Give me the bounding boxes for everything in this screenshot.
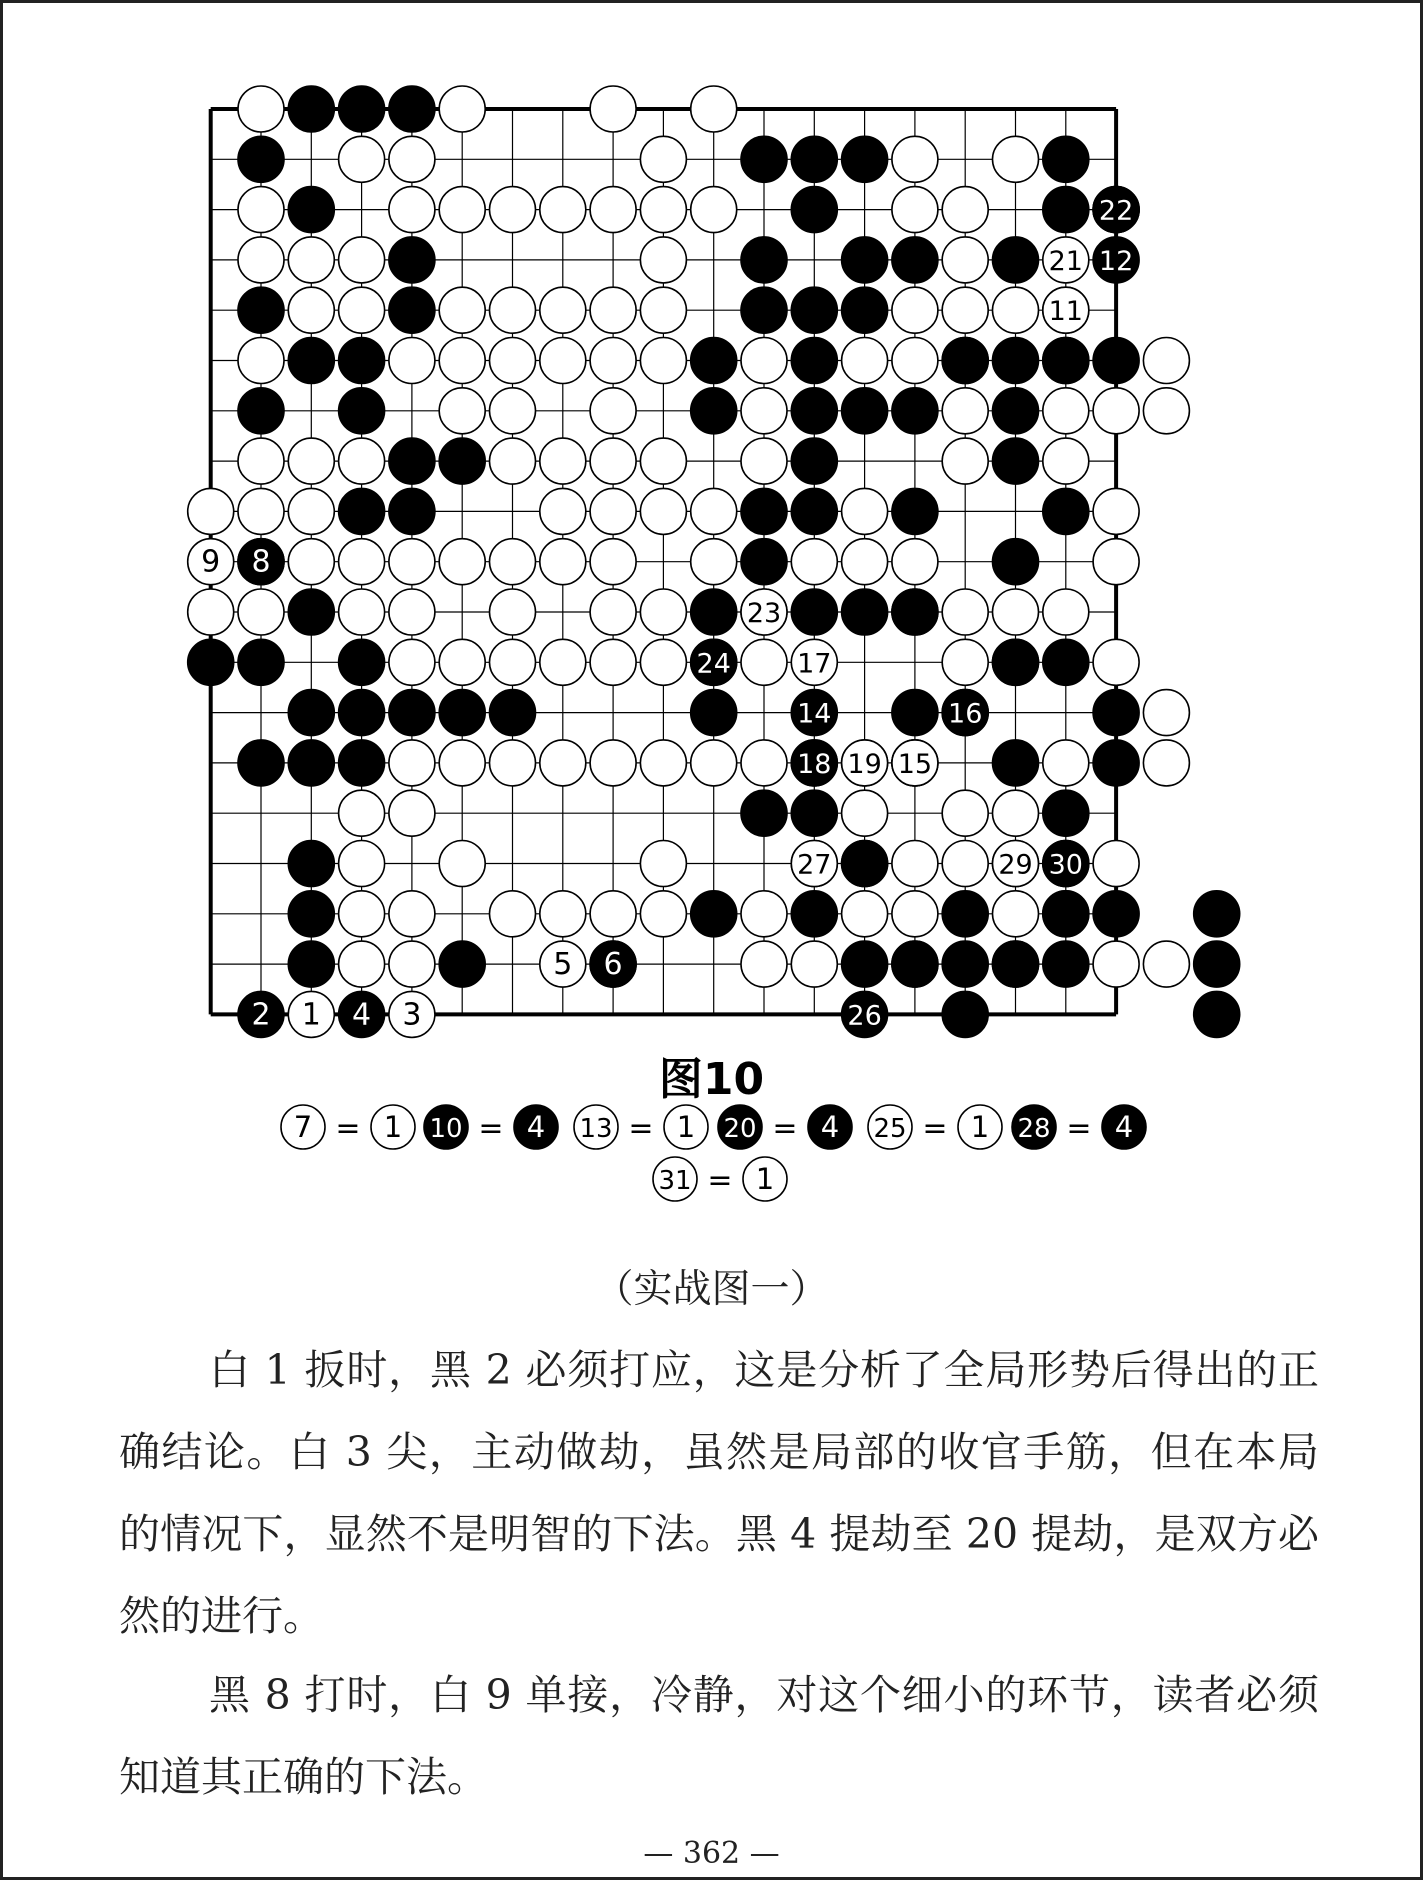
white-stone (942, 287, 988, 333)
white-stone (590, 86, 636, 132)
white-stone (791, 539, 837, 585)
black-stone (288, 187, 334, 233)
ko-note-number: 1 (383, 1110, 403, 1144)
white-stone (892, 841, 938, 887)
white-stone (490, 388, 536, 434)
black-stone (1093, 338, 1139, 384)
white-stone (238, 86, 284, 132)
black-stone (741, 136, 787, 182)
black-stone (389, 488, 435, 534)
white-stone (439, 639, 485, 685)
white-stone (993, 790, 1039, 836)
black-stone (942, 891, 988, 937)
black-stone (892, 690, 938, 736)
white-stone (590, 438, 636, 484)
black-stone (741, 790, 787, 836)
black-stone (339, 388, 385, 434)
white-stone (640, 136, 686, 182)
white-stone (540, 287, 586, 333)
white-stone (741, 338, 787, 384)
white-stone (590, 187, 636, 233)
move-number-30: 30 (1048, 849, 1083, 881)
white-stone (640, 488, 686, 534)
white-stone (640, 841, 686, 887)
black-stone (389, 690, 435, 736)
black-stone (490, 690, 536, 736)
white-stone (288, 287, 334, 333)
ko-note-number: 1 (755, 1162, 775, 1196)
move-number-5: 5 (553, 947, 573, 983)
ko-note-number: 31 (658, 1166, 692, 1196)
white-stone (640, 891, 686, 937)
black-stone (339, 740, 385, 786)
paragraph-1: 白 1 扳时，黑 2 必须打应，这是分析了全局形势后得出的正确结论。白 3 尖，主动做劫，虽然是局部的收官手筋，但在本局的情况下，显然不是明智的下法。黑 4 提劫至 20 提劫，是双方必然的进行。 (119, 1346, 1319, 1640)
white-stone (439, 287, 485, 333)
white-stone (439, 841, 485, 887)
ko-note-number: 20 (723, 1114, 757, 1144)
white-stone (590, 287, 636, 333)
white-stone (993, 589, 1039, 635)
white-stone (842, 790, 888, 836)
black-stone (842, 941, 888, 987)
black-stone (691, 891, 737, 937)
white-stone (339, 287, 385, 333)
move-number-1: 1 (301, 997, 321, 1033)
white-stone (791, 941, 837, 987)
white-stone (640, 589, 686, 635)
white-stone (1043, 740, 1089, 786)
white-stone (389, 891, 435, 937)
move-number-3: 3 (402, 997, 422, 1033)
black-stone (993, 941, 1039, 987)
white-stone (1093, 539, 1139, 585)
white-stone (942, 790, 988, 836)
white-stone (238, 187, 284, 233)
black-stone (741, 237, 787, 283)
black-stone (1093, 740, 1139, 786)
white-stone (1143, 941, 1189, 987)
ko-note-equals: = (922, 1111, 948, 1146)
white-stone (490, 287, 536, 333)
white-stone (339, 136, 385, 182)
black-stone (791, 589, 837, 635)
ko-note-equals: = (628, 1111, 654, 1146)
white-stone (892, 891, 938, 937)
black-stone (993, 539, 1039, 585)
white-stone (540, 740, 586, 786)
ko-note-number: 4 (1114, 1110, 1134, 1144)
black-stone (339, 488, 385, 534)
black-stone (439, 941, 485, 987)
white-stone (339, 941, 385, 987)
white-stone (238, 488, 284, 534)
ko-note-number: 10 (429, 1114, 463, 1144)
figure-title: 图10 (658, 1054, 765, 1105)
black-stone (993, 438, 1039, 484)
move-number-22: 22 (1098, 195, 1134, 227)
black-stone (1194, 941, 1240, 987)
ko-note-equals: = (707, 1163, 733, 1198)
white-stone (389, 539, 435, 585)
white-stone (540, 639, 586, 685)
black-stone (1043, 891, 1089, 937)
black-stone (842, 589, 888, 635)
white-stone (640, 438, 686, 484)
move-number-24: 24 (696, 648, 731, 680)
move-number-26: 26 (847, 1000, 882, 1032)
white-stone (339, 237, 385, 283)
white-stone (590, 539, 636, 585)
white-stone (691, 740, 737, 786)
white-stone (741, 891, 787, 937)
black-stone (288, 891, 334, 937)
black-stone (791, 187, 837, 233)
white-stone (389, 338, 435, 384)
white-stone (389, 589, 435, 635)
ko-note-equals: = (335, 1111, 361, 1146)
black-stone (741, 539, 787, 585)
ko-note-number: 4 (526, 1110, 546, 1144)
move-number-2: 2 (251, 997, 271, 1033)
black-stone (339, 690, 385, 736)
figure-caption: （实战图一） (594, 1267, 829, 1312)
white-stone (942, 589, 988, 635)
white-stone (490, 438, 536, 484)
white-stone (590, 891, 636, 937)
ko-note-number: 4 (820, 1110, 840, 1144)
black-stone (993, 338, 1039, 384)
ko-notes (281, 1105, 1146, 1201)
black-stone (1043, 187, 1089, 233)
black-stone (791, 891, 837, 937)
white-stone (691, 86, 737, 132)
black-stone (791, 136, 837, 182)
black-stone (842, 388, 888, 434)
black-stone (288, 86, 334, 132)
white-stone (691, 187, 737, 233)
white-stone (288, 237, 334, 283)
white-stone (490, 740, 536, 786)
move-number-15: 15 (897, 748, 933, 780)
white-stone (439, 338, 485, 384)
move-number-11: 11 (1048, 296, 1083, 328)
white-stone (288, 539, 334, 585)
white-stone (389, 136, 435, 182)
white-stone (842, 539, 888, 585)
black-stone (1043, 488, 1089, 534)
white-stone (842, 891, 888, 937)
black-stone (942, 338, 988, 384)
black-stone (942, 991, 988, 1037)
white-stone (288, 438, 334, 484)
white-stone (1093, 841, 1139, 887)
black-stone (339, 86, 385, 132)
white-stone (1043, 388, 1089, 434)
white-stone (892, 539, 938, 585)
black-stone (238, 388, 284, 434)
white-stone (339, 841, 385, 887)
white-stone (540, 438, 586, 484)
white-stone (1143, 338, 1189, 384)
move-number-19: 19 (847, 748, 882, 780)
ko-note-number: 1 (676, 1110, 696, 1144)
black-stone (741, 488, 787, 534)
white-stone (1093, 639, 1139, 685)
white-stone (490, 187, 536, 233)
white-stone (490, 639, 536, 685)
white-stone (1093, 941, 1139, 987)
black-stone (1043, 941, 1089, 987)
white-stone (640, 237, 686, 283)
white-stone (389, 187, 435, 233)
white-stone (741, 740, 787, 786)
black-stone (691, 690, 737, 736)
black-stone (892, 941, 938, 987)
white-stone (741, 438, 787, 484)
black-stone (791, 488, 837, 534)
ko-note-equals: = (772, 1111, 798, 1146)
black-stone (791, 287, 837, 333)
black-stone (288, 941, 334, 987)
white-stone (842, 488, 888, 534)
black-stone (288, 841, 334, 887)
white-stone (640, 639, 686, 685)
black-stone (691, 338, 737, 384)
black-stone (1043, 338, 1089, 384)
white-stone (389, 941, 435, 987)
black-stone (993, 237, 1039, 283)
move-number-16: 16 (948, 698, 983, 730)
white-stone (993, 891, 1039, 937)
white-stone (892, 187, 938, 233)
white-stone (942, 237, 988, 283)
white-stone (439, 86, 485, 132)
white-stone (993, 136, 1039, 182)
black-stone (741, 287, 787, 333)
ko-note-number: 25 (873, 1114, 907, 1144)
white-stone (439, 187, 485, 233)
white-stone (1043, 589, 1089, 635)
white-stone (942, 639, 988, 685)
black-stone (691, 388, 737, 434)
black-stone (842, 841, 888, 887)
black-stone (288, 589, 334, 635)
move-number-18: 18 (797, 748, 832, 780)
white-stone (590, 488, 636, 534)
white-stone (892, 287, 938, 333)
white-stone (640, 187, 686, 233)
white-stone (339, 891, 385, 937)
black-stone (842, 136, 888, 182)
white-stone (439, 388, 485, 434)
move-number-9: 9 (201, 544, 221, 580)
ko-note-number: 1 (970, 1110, 990, 1144)
black-stone (389, 438, 435, 484)
black-stone (288, 740, 334, 786)
white-stone (540, 891, 586, 937)
white-stone (640, 287, 686, 333)
white-stone (892, 136, 938, 182)
white-stone (490, 891, 536, 937)
black-stone (993, 388, 1039, 434)
white-stone (741, 941, 787, 987)
white-stone (741, 639, 787, 685)
black-stone (993, 639, 1039, 685)
move-number-12: 12 (1098, 245, 1134, 277)
black-stone (791, 438, 837, 484)
white-stone (942, 438, 988, 484)
white-stone (540, 539, 586, 585)
white-stone (389, 790, 435, 836)
black-stone (238, 639, 284, 685)
white-stone (238, 589, 284, 635)
white-stone (238, 438, 284, 484)
white-stone (590, 639, 636, 685)
white-stone (288, 488, 334, 534)
black-stone (1043, 639, 1089, 685)
white-stone (741, 388, 787, 434)
black-stone (1194, 891, 1240, 937)
black-stone (439, 438, 485, 484)
move-number-29: 29 (998, 849, 1033, 881)
black-stone (389, 237, 435, 283)
black-stone (1043, 136, 1089, 182)
white-stone (640, 740, 686, 786)
white-stone (842, 338, 888, 384)
ko-note-equals: = (478, 1111, 504, 1146)
white-stone (490, 539, 536, 585)
move-number-4: 4 (352, 997, 372, 1033)
white-stone (439, 740, 485, 786)
black-stone (1194, 991, 1240, 1037)
white-stone (1093, 388, 1139, 434)
black-stone (791, 388, 837, 434)
black-stone (188, 639, 234, 685)
ko-note-number: 28 (1017, 1114, 1051, 1144)
white-stone (1143, 690, 1189, 736)
black-stone (238, 740, 284, 786)
white-stone (1093, 488, 1139, 534)
white-stone (892, 338, 938, 384)
black-stone (288, 690, 334, 736)
white-stone (1143, 740, 1189, 786)
white-stone (942, 388, 988, 434)
white-stone (490, 589, 536, 635)
white-stone (188, 589, 234, 635)
white-stone (993, 287, 1039, 333)
white-stone (590, 740, 636, 786)
white-stone (238, 338, 284, 384)
white-stone (640, 338, 686, 384)
black-stone (389, 86, 435, 132)
white-stone (691, 488, 737, 534)
black-stone (238, 287, 284, 333)
white-stone (339, 589, 385, 635)
black-stone (892, 237, 938, 283)
black-stone (1093, 891, 1139, 937)
black-stone (339, 338, 385, 384)
white-stone (590, 388, 636, 434)
black-stone (791, 338, 837, 384)
white-stone (439, 539, 485, 585)
black-stone (892, 589, 938, 635)
ko-note-equals: = (1066, 1111, 1092, 1146)
white-stone (540, 488, 586, 534)
paragraph-2: 黑 8 打时，白 9 单接，冷静，对这个细小的环节，读者必须知道其正确的下法。 (119, 1671, 1319, 1801)
white-stone (540, 187, 586, 233)
black-stone (892, 488, 938, 534)
black-stone (993, 740, 1039, 786)
black-stone (892, 388, 938, 434)
black-stone (339, 639, 385, 685)
move-number-17: 17 (797, 648, 832, 680)
white-stone (590, 338, 636, 384)
white-stone (490, 338, 536, 384)
white-stone (691, 539, 737, 585)
white-stone (540, 338, 586, 384)
white-stone (339, 790, 385, 836)
move-number-27: 27 (797, 849, 832, 881)
black-stone (288, 338, 334, 384)
white-stone (942, 841, 988, 887)
white-stone (238, 237, 284, 283)
white-stone (389, 740, 435, 786)
white-stone (590, 589, 636, 635)
move-number-14: 14 (797, 698, 832, 730)
black-stone (691, 589, 737, 635)
ko-note-number: 13 (579, 1114, 613, 1144)
black-stone (791, 790, 837, 836)
black-stone (439, 690, 485, 736)
page-number: — 362 — (643, 1836, 780, 1871)
ko-note-number: 7 (293, 1110, 313, 1144)
black-stone (389, 287, 435, 333)
white-stone (1043, 438, 1089, 484)
white-stone (942, 187, 988, 233)
white-stone (188, 488, 234, 534)
black-stone (842, 287, 888, 333)
black-stone (1093, 690, 1139, 736)
white-stone (1143, 388, 1189, 434)
black-stone (942, 941, 988, 987)
black-stone (238, 136, 284, 182)
white-stone (389, 639, 435, 685)
move-number-6: 6 (603, 947, 623, 983)
black-stone (842, 237, 888, 283)
white-stone (339, 539, 385, 585)
move-number-23: 23 (746, 598, 782, 629)
white-stone (339, 438, 385, 484)
move-number-21: 21 (1048, 245, 1083, 277)
move-number-8: 8 (251, 544, 271, 580)
black-stone (1043, 790, 1089, 836)
